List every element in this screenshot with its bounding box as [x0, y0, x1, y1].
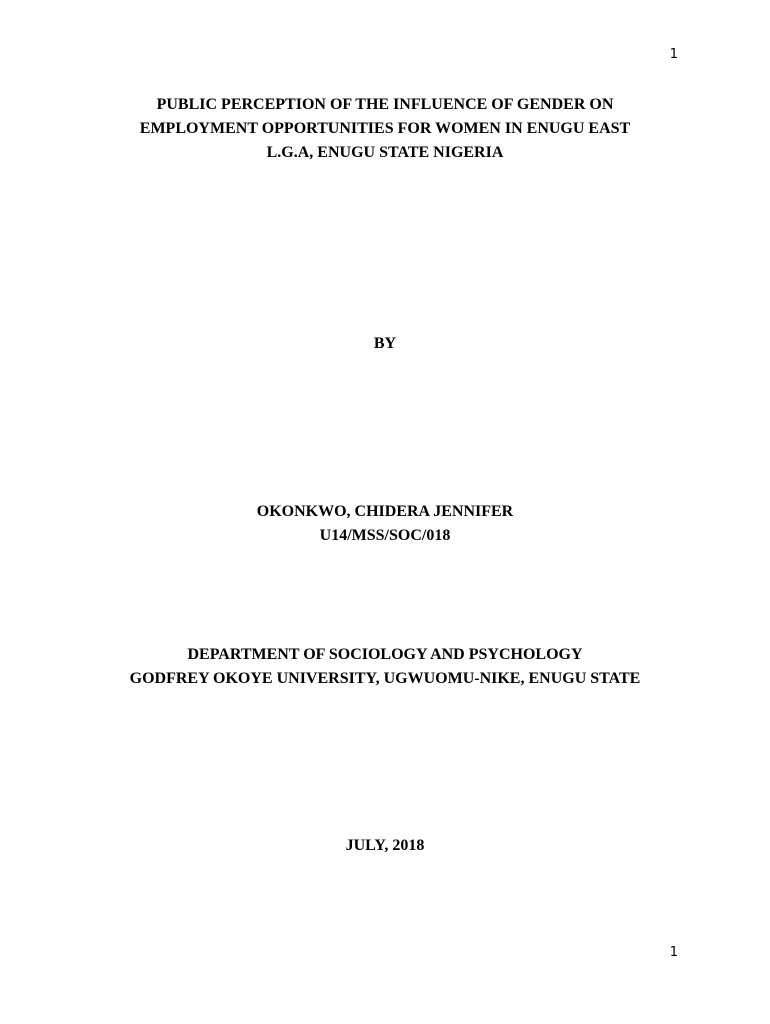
- document-title: [0, 93, 770, 165]
- institution-block: [0, 643, 770, 691]
- title-line-2: EMPLOYMENT OPPORTUNITIES FOR WOMEN IN ENUGU EAST: [139, 120, 631, 137]
- footer-page-number: 1: [669, 945, 678, 960]
- submission-date: JULY, 2018: [345, 837, 425, 854]
- by-label: [0, 332, 770, 356]
- title-line-3: L.G.A, ENUGU STATE NIGERIA: [266, 144, 504, 161]
- author-name: OKONKWO, CHIDERA JENNIFER: [256, 503, 514, 520]
- title-line-1: PUBLIC PERCEPTION OF THE INFLUENCE OF GENDER ON: [156, 96, 614, 113]
- header-page-number: 1: [669, 47, 678, 62]
- department-name: DEPARTMENT OF SOCIOLOGY AND PSYCHOLOGY: [187, 646, 583, 663]
- date-block: [0, 834, 770, 858]
- university-name: GODFREY OKOYE UNIVERSITY, UGWUOMU-NIKE, ENUGU STATE: [129, 670, 641, 687]
- author-reg-number: U14/MSS/SOC/018: [319, 527, 451, 544]
- by-text: BY: [373, 335, 397, 352]
- author-block: [0, 500, 770, 548]
